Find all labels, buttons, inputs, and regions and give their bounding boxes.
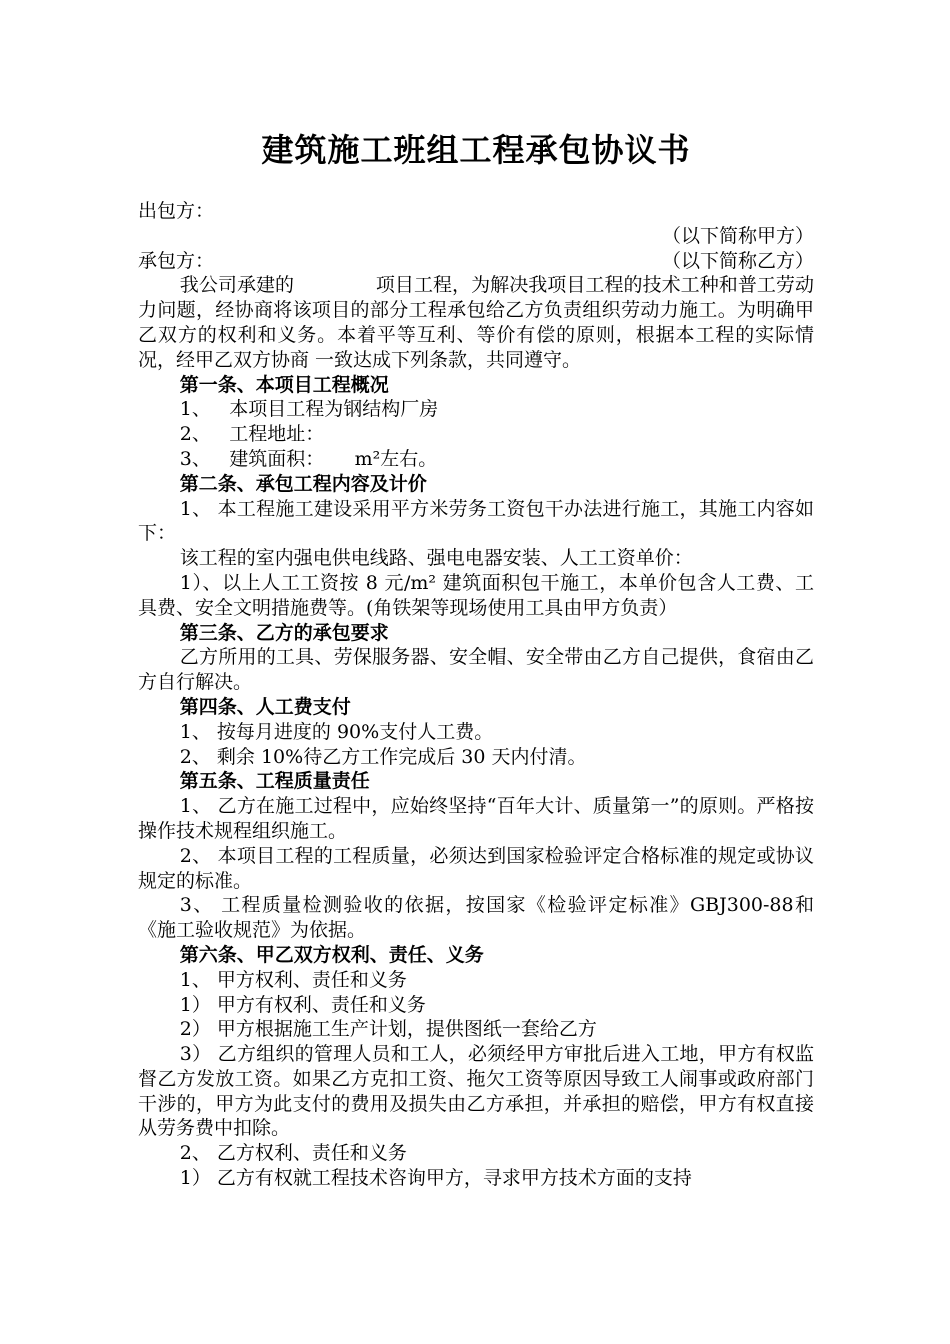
article-6-paragraph-2: 1） 甲方有权利、责任和义务	[179, 993, 426, 1016]
item-text: 工程地址：	[229, 423, 325, 446]
party-b-note: （以下简称乙方）	[661, 249, 814, 272]
article-6-paragraph-4: 3） 乙方组织的管理人员和工人，必须经甲方审批后进入工地，甲方有权监督乙方发放工资。如果乙方克扣工资、拖欠工资等原因导致工人闹事或政府部门干涉的，甲方为此支付的费用及损失由乙方承担，并承担的赔偿，甲方有权直接从劳务费中扣除。	[138, 1043, 814, 1140]
item-number: 3、	[179, 447, 211, 470]
intro-part2: 项目工程，为解决我项目工程的技术工种和普工劳动力问题，经协商将该项目的部分工程承包给乙方负责组织劳动力施工。为明确甲乙双方的权利和义务。本着平等互利、等价有偿的原则，根据本工程的实际情况，经甲乙双方协商 一致达成下列条款，共同遵守。	[138, 274, 814, 371]
article-6-heading: 第六条、甲乙双方权利、责任、义务	[179, 943, 484, 966]
article-4-heading: 第四条、人工费支付	[179, 695, 351, 718]
article-5-paragraph-1: 1、 乙方在施工过程中，应始终坚持“百年大计、质量第一”的原则。严格按操作技术规程组织施工。	[138, 795, 814, 842]
article-5-paragraph-3: 3、 工程质量检测验收的依据，按国家《检验评定标准》GBJ300-88和《施工验收规范》为依据。	[138, 894, 814, 942]
document-title: 建筑施工班组工程承包协议书	[261, 131, 691, 169]
article-6-paragraph-1: 1、 甲方权利、责任和义务	[179, 968, 407, 991]
item-number: 2、	[179, 423, 211, 446]
article-5-heading: 第五条、工程质量责任	[179, 770, 370, 793]
article-1-item-2	[138, 422, 814, 447]
article-1-heading: 第一条、本项目工程概况	[179, 373, 389, 396]
article-2-heading: 第二条、承包工程内容及计价	[179, 472, 427, 495]
intro-paragraph	[138, 273, 814, 372]
article-1-item-3	[138, 447, 814, 472]
article-2-paragraph-1: 1、 本工程施工建设采用平方米劳务工资包干办法进行施工，其施工内容如下：	[138, 497, 814, 545]
article-6-paragraph-3: 2） 甲方根据施工生产计划，提供图纸一套给乙方	[179, 1018, 597, 1041]
party-a-note: （以下简称甲方）	[661, 224, 814, 247]
intro-part1: 我公司承建的	[179, 274, 295, 297]
article-4-paragraph-2: 2、 剩余 10%待乙方工作完成后 30 天内付清。	[179, 745, 587, 768]
article-6-paragraph-5: 2、 乙方权利、责任和义务	[179, 1142, 407, 1165]
article-5-paragraph-2: 2、 本项目工程的工程质量，必须达到国家检验评定合格标准的规定或协议规定的标准。	[138, 844, 814, 892]
article-2-paragraph-2: 该工程的室内强电供电线路、强电电器安装、人工工资单价：	[179, 547, 693, 570]
article-1-item-1	[138, 397, 814, 422]
article-6-paragraph-6: 1） 乙方有权就工程技术咨询甲方，寻求甲方技术方面的支持	[179, 1167, 692, 1190]
article-2-paragraph-3: 1）、以上人工工资按 8 元/m² 建筑面积包干施工，本单价包含人工费、工具费、安全文明措施费等。(角铁架等现场使用工具由甲方负责）	[138, 571, 814, 619]
party-b-label: 承包方：	[138, 249, 215, 272]
item-text: 本项目工程为钢结构厂房	[229, 398, 439, 421]
item-text: 建筑面积：	[229, 447, 325, 470]
article-3-heading: 第三条、乙方的承包要求	[179, 621, 389, 644]
party-b-row	[138, 249, 814, 274]
item-number: 1、	[179, 398, 211, 421]
article-3-paragraph-1: 乙方所用的工具、劳保服务器、安全帽、安全带由乙方自己提供，食宿由乙方自行解决。	[138, 646, 814, 694]
item-text-unit: m²左右。	[354, 447, 438, 470]
document-body	[138, 199, 814, 1191]
article-4-paragraph-1: 1、 按每月进度的 90%支付人工费。	[179, 720, 494, 743]
party-a-label: 出包方：	[138, 200, 215, 222]
